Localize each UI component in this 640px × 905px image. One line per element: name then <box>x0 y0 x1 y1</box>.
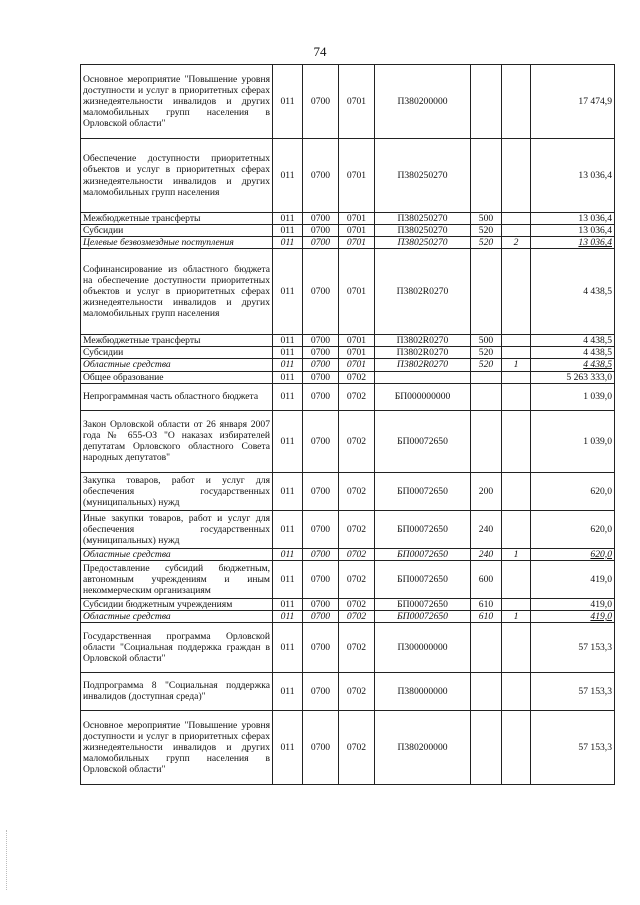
subsection-code: 0702 <box>339 560 375 598</box>
amount: 4 438,5 <box>531 347 615 359</box>
ved-code: 011 <box>273 410 303 472</box>
funding-source <box>502 710 531 784</box>
ved-code: 011 <box>273 622 303 672</box>
ved-code: 011 <box>273 371 303 383</box>
target-code: БП00072650 <box>375 548 471 560</box>
funding-source: 2 <box>502 237 531 249</box>
section-code: 0700 <box>303 548 339 560</box>
expense-type <box>471 65 502 139</box>
amount: 620,0 <box>531 472 615 510</box>
budget-table <box>80 64 615 785</box>
table-row <box>81 672 615 710</box>
ved-code: 011 <box>273 237 303 249</box>
scan-margin-dots <box>6 830 9 890</box>
table-row <box>81 371 615 383</box>
table-row <box>81 622 615 672</box>
section-code: 0700 <box>303 598 339 610</box>
expense-type <box>471 249 502 335</box>
expense-type: 520 <box>471 359 502 371</box>
amount: 419,0 <box>531 560 615 598</box>
section-code: 0700 <box>303 347 339 359</box>
funding-source <box>502 410 531 472</box>
expense-type: 600 <box>471 560 502 598</box>
expense-type: 240 <box>471 548 502 560</box>
section-code: 0700 <box>303 371 339 383</box>
ved-code: 011 <box>273 225 303 237</box>
row-name: Субсидии бюджетным учреждениям <box>81 598 273 610</box>
funding-source <box>502 560 531 598</box>
target-code: П3802R0270 <box>375 359 471 371</box>
ved-code: 011 <box>273 598 303 610</box>
funding-source <box>502 383 531 410</box>
target-code: БП000000000 <box>375 383 471 410</box>
ved-code: 011 <box>273 139 303 213</box>
subsection-code: 0702 <box>339 410 375 472</box>
subsection-code: 0702 <box>339 383 375 410</box>
section-code: 0700 <box>303 410 339 472</box>
ved-code: 011 <box>273 472 303 510</box>
expense-type: 240 <box>471 510 502 548</box>
subsection-code: 0701 <box>339 65 375 139</box>
ved-code: 011 <box>273 65 303 139</box>
expense-type: 520 <box>471 225 502 237</box>
target-code: П3802R0270 <box>375 249 471 335</box>
target-code: П380200000 <box>375 65 471 139</box>
target-code: П380250270 <box>375 225 471 237</box>
target-code: П3802R0270 <box>375 347 471 359</box>
funding-source <box>502 225 531 237</box>
section-code: 0700 <box>303 237 339 249</box>
amount: 4 438,5 <box>531 249 615 335</box>
target-code: БП00072650 <box>375 560 471 598</box>
subsection-code: 0702 <box>339 610 375 622</box>
row-name: Областные средства <box>81 548 273 560</box>
amount: 13 036,4 <box>531 139 615 213</box>
row-name: Закупка товаров, работ и услуг для обеспечения государственных (муниципальных) нужд <box>81 472 273 510</box>
amount: 4 438,5 <box>531 359 615 371</box>
row-name: Основное мероприятие "Повышение уровня доступности и услуг в приоритетных сферах жизнедеятельности инвалидов и других маломобильных групп населения в Орловской области" <box>81 65 273 139</box>
amount: 620,0 <box>531 548 615 560</box>
section-code: 0700 <box>303 249 339 335</box>
row-name: Государственная программа Орловской области "Социальная поддержка граждан в Орловской области" <box>81 622 273 672</box>
section-code: 0700 <box>303 510 339 548</box>
table-row <box>81 510 615 548</box>
row-name: Предоставление субсидий бюджетным, автономным учреждениям и иным некоммерческим организациям <box>81 560 273 598</box>
table-row <box>81 472 615 510</box>
target-code: П380000000 <box>375 672 471 710</box>
section-code: 0700 <box>303 335 339 347</box>
section-code: 0700 <box>303 213 339 225</box>
target-code: П3802R0270 <box>375 335 471 347</box>
subsection-code: 0701 <box>339 335 375 347</box>
ved-code: 011 <box>273 359 303 371</box>
amount: 13 036,4 <box>531 237 615 249</box>
expense-type <box>471 710 502 784</box>
amount: 57 153,3 <box>531 622 615 672</box>
table-row <box>81 249 615 335</box>
expense-type: 500 <box>471 213 502 225</box>
section-code: 0700 <box>303 622 339 672</box>
ved-code: 011 <box>273 710 303 784</box>
ved-code: 011 <box>273 213 303 225</box>
ved-code: 011 <box>273 610 303 622</box>
subsection-code: 0701 <box>339 139 375 213</box>
table-row <box>81 213 615 225</box>
row-name: Обеспечение доступности приоритетных объектов и услуг в приоритетных сферах жизнедеятельности инвалидов и других маломобильных групп населения <box>81 139 273 213</box>
target-code: БП00072650 <box>375 472 471 510</box>
table-row <box>81 225 615 237</box>
subsection-code: 0702 <box>339 622 375 672</box>
target-code: П380200000 <box>375 710 471 784</box>
amount: 1 039,0 <box>531 410 615 472</box>
funding-source <box>502 472 531 510</box>
funding-source <box>502 139 531 213</box>
target-code: П380250270 <box>375 139 471 213</box>
ved-code: 011 <box>273 347 303 359</box>
funding-source <box>502 371 531 383</box>
table-row <box>81 359 615 371</box>
target-code: П300000000 <box>375 622 471 672</box>
subsection-code: 0701 <box>339 359 375 371</box>
funding-source <box>502 598 531 610</box>
expense-type: 500 <box>471 335 502 347</box>
expense-type <box>471 622 502 672</box>
subsection-code: 0702 <box>339 472 375 510</box>
target-code: П380250270 <box>375 237 471 249</box>
funding-source: 1 <box>502 359 531 371</box>
section-code: 0700 <box>303 610 339 622</box>
expense-type: 520 <box>471 347 502 359</box>
table-row <box>81 347 615 359</box>
table-row <box>81 610 615 622</box>
row-name: Основное мероприятие "Повышение уровня доступности и услуг в приоритетных сферах жизнедеятельности инвалидов и других маломобильных групп населения в Орловской области" <box>81 710 273 784</box>
table-row <box>81 139 615 213</box>
row-name: Иные закупки товаров, работ и услуг для обеспечения государственных (муниципальных) нужд <box>81 510 273 548</box>
funding-source <box>502 65 531 139</box>
table-row <box>81 598 615 610</box>
expense-type: 520 <box>471 237 502 249</box>
amount: 17 474,9 <box>531 65 615 139</box>
section-code: 0700 <box>303 560 339 598</box>
subsection-code: 0702 <box>339 371 375 383</box>
page-number: 74 <box>313 44 327 59</box>
expense-type <box>471 371 502 383</box>
table-row <box>81 65 615 139</box>
section-code: 0700 <box>303 383 339 410</box>
table-row <box>81 548 615 560</box>
subsection-code: 0701 <box>339 249 375 335</box>
subsection-code: 0701 <box>339 347 375 359</box>
target-code: БП00072650 <box>375 598 471 610</box>
amount: 57 153,3 <box>531 710 615 784</box>
funding-source <box>502 672 531 710</box>
funding-source <box>502 213 531 225</box>
row-name: Межбюджетные трансферты <box>81 213 273 225</box>
target-code: П380250270 <box>375 213 471 225</box>
funding-source <box>502 335 531 347</box>
subsection-code: 0701 <box>339 225 375 237</box>
subsection-code: 0701 <box>339 237 375 249</box>
target-code: БП00072650 <box>375 510 471 548</box>
funding-source: 1 <box>502 610 531 622</box>
subsection-code: 0702 <box>339 598 375 610</box>
row-name: Общее образование <box>81 371 273 383</box>
expense-type: 610 <box>471 598 502 610</box>
row-name: Субсидии <box>81 225 273 237</box>
amount: 13 036,4 <box>531 225 615 237</box>
amount: 419,0 <box>531 610 615 622</box>
section-code: 0700 <box>303 65 339 139</box>
funding-source <box>502 622 531 672</box>
expense-type <box>471 139 502 213</box>
amount: 419,0 <box>531 598 615 610</box>
table-row <box>81 335 615 347</box>
row-name: Областные средства <box>81 610 273 622</box>
funding-source <box>502 249 531 335</box>
amount: 5 263 333,0 <box>531 371 615 383</box>
ved-code: 011 <box>273 383 303 410</box>
expense-type: 200 <box>471 472 502 510</box>
section-code: 0700 <box>303 225 339 237</box>
row-name: Субсидии <box>81 347 273 359</box>
amount: 57 153,3 <box>531 672 615 710</box>
table-row <box>81 383 615 410</box>
section-code: 0700 <box>303 139 339 213</box>
ved-code: 011 <box>273 510 303 548</box>
expense-type <box>471 383 502 410</box>
section-code: 0700 <box>303 710 339 784</box>
target-code <box>375 371 471 383</box>
row-name: Областные средства <box>81 359 273 371</box>
row-name: Межбюджетные трансферты <box>81 335 273 347</box>
subsection-code: 0702 <box>339 510 375 548</box>
subsection-code: 0702 <box>339 710 375 784</box>
amount: 4 438,5 <box>531 335 615 347</box>
subsection-code: 0702 <box>339 672 375 710</box>
amount: 13 036,4 <box>531 213 615 225</box>
table-row <box>81 237 615 249</box>
section-code: 0700 <box>303 359 339 371</box>
ved-code: 011 <box>273 335 303 347</box>
row-name: Софинансирование из областного бюджета на обеспечение доступности приоритетных объектов и услуг в приоритетных сферах жизнедеятельности инвалидов и других маломобильных групп населения <box>81 249 273 335</box>
section-code: 0700 <box>303 672 339 710</box>
section-code: 0700 <box>303 472 339 510</box>
ved-code: 011 <box>273 560 303 598</box>
target-code: БП00072650 <box>375 610 471 622</box>
ved-code: 011 <box>273 249 303 335</box>
table-row <box>81 560 615 598</box>
amount: 620,0 <box>531 510 615 548</box>
subsection-code: 0702 <box>339 548 375 560</box>
row-name: Закон Орловской области от 26 января 2007 года № 655-ОЗ "О наказах избирателей депутатам Орловского областного Совета народных депутатов" <box>81 410 273 472</box>
table-row <box>81 410 615 472</box>
expense-type <box>471 672 502 710</box>
funding-source: 1 <box>502 548 531 560</box>
amount: 1 039,0 <box>531 383 615 410</box>
expense-type: 610 <box>471 610 502 622</box>
table-row <box>81 710 615 784</box>
row-name: Непрограммная часть областного бюджета <box>81 383 273 410</box>
target-code: БП00072650 <box>375 410 471 472</box>
funding-source <box>502 347 531 359</box>
expense-type <box>471 410 502 472</box>
row-name: Подпрограмма 8 "Социальная поддержка инвалидов (доступная среда)" <box>81 672 273 710</box>
row-name: Целевые безвозмездные поступления <box>81 237 273 249</box>
ved-code: 011 <box>273 548 303 560</box>
subsection-code: 0701 <box>339 213 375 225</box>
funding-source <box>502 510 531 548</box>
ved-code: 011 <box>273 672 303 710</box>
